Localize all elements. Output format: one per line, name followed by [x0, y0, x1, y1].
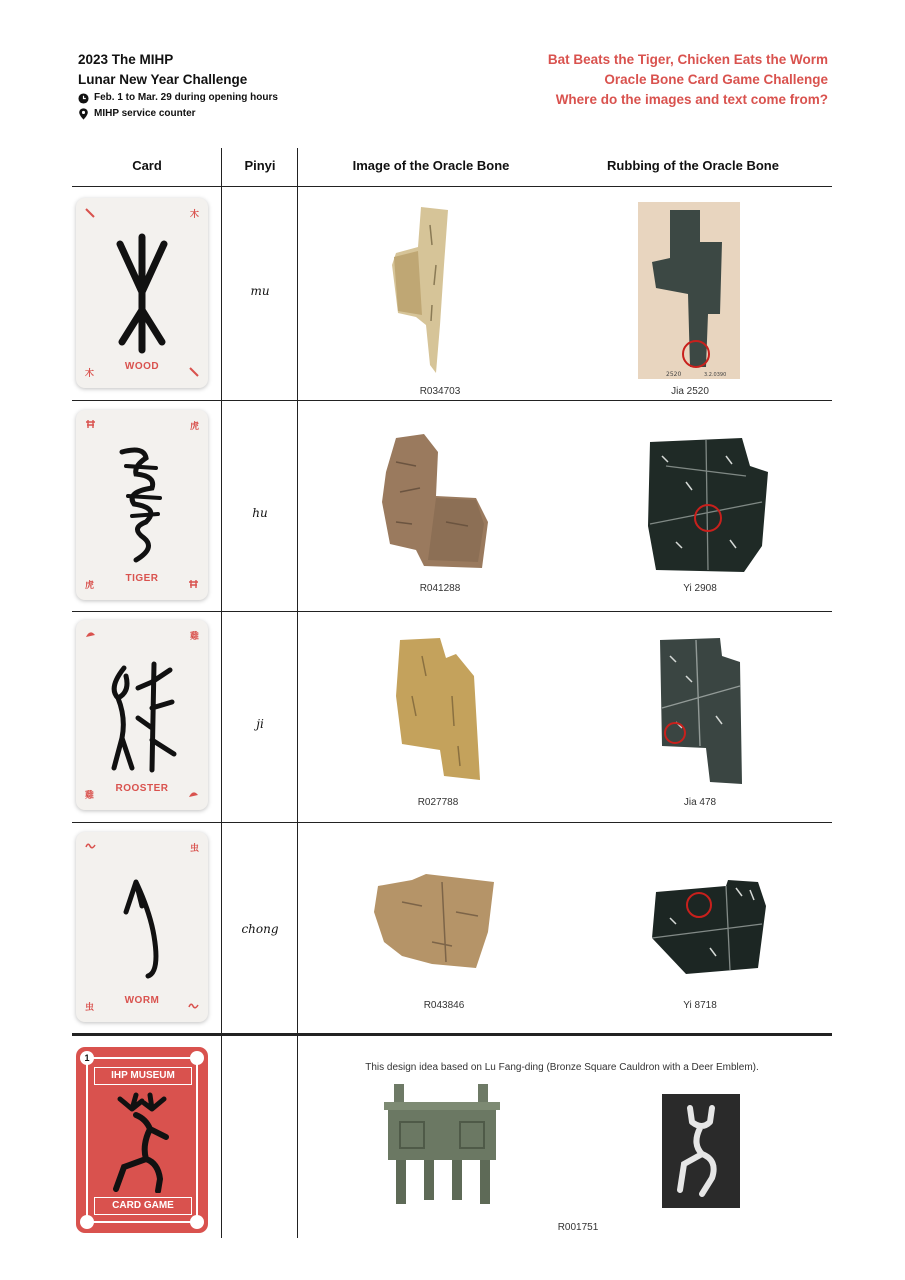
- card-label: WOOD: [124, 361, 160, 372]
- card-corner-icon: [85, 629, 96, 641]
- card-corner-char-bottom: 虫: [85, 1002, 95, 1012]
- row-divider-2: [72, 611, 832, 612]
- card-back-corner-dot: [190, 1051, 204, 1065]
- card-corner-char-bottom: 虎: [85, 580, 95, 590]
- tiger-glyph-icon: [116, 444, 170, 566]
- header-location: MIHP service counter: [94, 108, 196, 119]
- wood-glyph-icon: [112, 232, 172, 354]
- col-header-bone-image: Image of the Oracle Bone: [352, 158, 510, 173]
- card-wood: [76, 198, 208, 388]
- rubbing-marks-1: 2520: [666, 371, 682, 378]
- header-date: Feb. 1 to Mar. 29 during opening hours: [94, 92, 278, 103]
- clock-icon: [78, 93, 89, 104]
- header-right: [548, 50, 828, 110]
- oracle-bone-image-2: [376, 432, 496, 572]
- header-right-line2: Oracle Bone Card Game Challenge: [604, 72, 828, 87]
- col-divider-2: [297, 148, 298, 1238]
- card-corner-icon: [85, 208, 95, 220]
- object-id: R001751: [557, 1222, 599, 1233]
- col-divider-1: [221, 148, 222, 1238]
- card-corner-char: 木: [189, 209, 199, 219]
- design-note: This design idea based on Lu Fang-ding (Bronze Square Cauldron with a Deer Emblem).: [365, 1062, 759, 1073]
- card-label: WORM: [124, 995, 160, 1006]
- card-label: ROOSTER: [115, 783, 169, 794]
- location-pin-icon: [78, 108, 89, 120]
- rubbing-image-1: [638, 202, 740, 379]
- footer-thick-rule: [72, 1033, 832, 1036]
- oracle-bone-image-1: [386, 205, 461, 375]
- card-label: TIGER: [125, 573, 159, 584]
- card-corner-icon: [85, 841, 96, 853]
- card-back-corner-dot-bottom: [80, 1215, 94, 1229]
- rubbing-id-1: Jia 2520: [671, 386, 709, 397]
- pinyin-mu: mu: [250, 284, 270, 298]
- card-corner-char: 虫: [189, 843, 199, 853]
- worm-glyph-icon: [116, 876, 170, 982]
- card-corner-char: 虎: [189, 421, 199, 431]
- card-worm: [76, 832, 208, 1022]
- card-corner-char-bottom: 雞: [85, 790, 95, 800]
- card-back-red: [76, 1047, 208, 1233]
- pinyin-chong: chong: [241, 922, 279, 936]
- bone-id-3: R027788: [417, 797, 459, 808]
- header-rule: [72, 186, 832, 187]
- header-title-line2: Lunar New Year Challenge: [78, 72, 248, 87]
- bronze-cauldron-image: [380, 1082, 504, 1208]
- bone-id-1: R034703: [419, 386, 461, 397]
- card-back-corner-dot-bottom-right: [190, 1215, 204, 1229]
- rubbing-image-2: [646, 436, 770, 574]
- col-header-rubbing: Rubbing of the Oracle Bone: [607, 158, 779, 173]
- header-title-line1: 2023 The MIHP: [78, 52, 174, 67]
- rubbing-id-3: Jia 478: [683, 797, 717, 808]
- card-tiger: [76, 410, 208, 600]
- card-rooster: [76, 620, 208, 810]
- rubbing-id-2: Yi 2908: [683, 583, 717, 594]
- rubbing-image-4: [650, 878, 768, 976]
- header-location-row: [78, 106, 278, 122]
- pinyin-hu: hu: [252, 506, 268, 520]
- header-right-line1: Bat Beats the Tiger, Chicken Eats the Worm: [547, 52, 828, 67]
- header-date-row: [78, 90, 278, 106]
- header-left: [78, 50, 278, 122]
- rooster-glyph-icon: [104, 658, 184, 776]
- card-back-title: IHP MUSEUM: [94, 1067, 192, 1085]
- rubbing-image-3: [656, 636, 746, 786]
- row-divider-1: [72, 400, 832, 401]
- card-back-corner-number: 1: [80, 1051, 94, 1065]
- rubbing-marks-1b: 3.2.0390: [704, 372, 727, 378]
- bone-id-4: R043846: [423, 1000, 465, 1011]
- bone-id-2: R041288: [419, 583, 461, 594]
- card-corner-char-bottom: 木: [85, 368, 95, 378]
- col-header-card: Card: [132, 158, 162, 173]
- deer-glyph-icon: [106, 1089, 178, 1193]
- deer-emblem-rubbing-image: [662, 1094, 740, 1208]
- rubbing-id-4: Yi 8718: [683, 1000, 717, 1011]
- oracle-bone-image-3: [392, 636, 482, 782]
- row-divider-3: [72, 822, 832, 823]
- card-corner-icon: [85, 419, 96, 431]
- header-right-line3: Where do the images and text come from?: [555, 92, 828, 107]
- col-header-pinyin: Pinyi: [244, 158, 276, 173]
- card-corner-char: 雞: [189, 631, 199, 641]
- pinyin-ji: ji: [256, 717, 264, 731]
- card-back-subtitle: CARD GAME: [94, 1197, 192, 1215]
- oracle-bone-image-4: [372, 872, 498, 972]
